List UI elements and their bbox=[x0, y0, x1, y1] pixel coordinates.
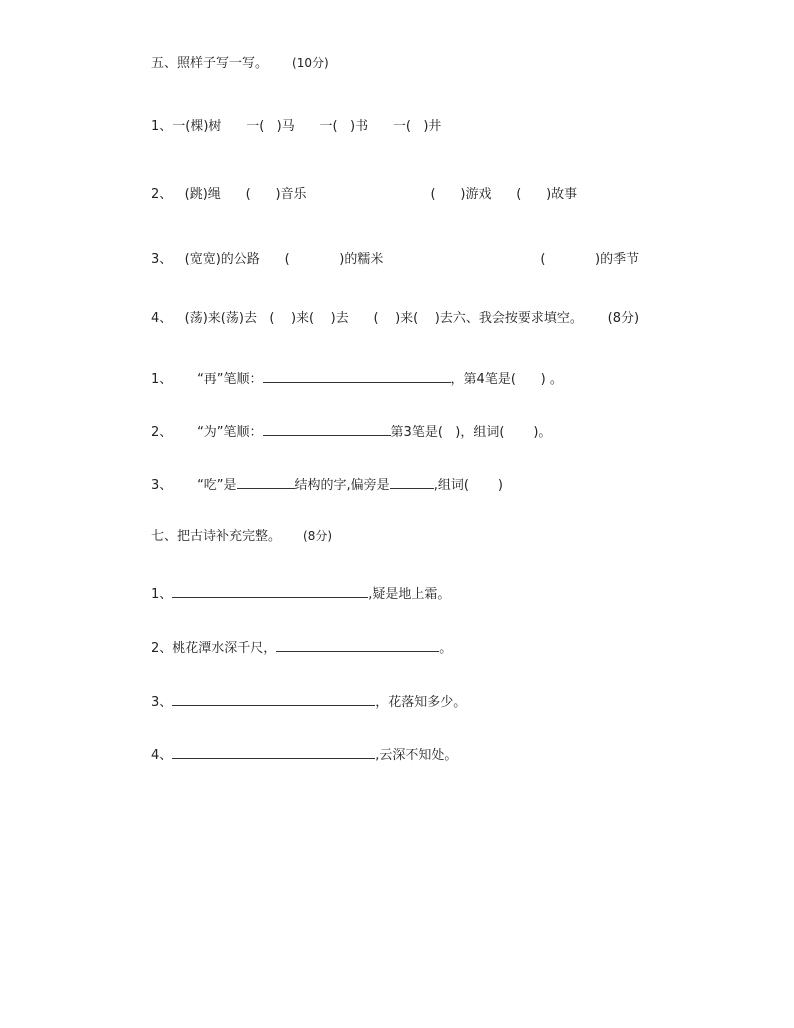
section7-item-1 bbox=[151, 585, 450, 603]
section7-item-4-prefix: 4、 bbox=[151, 748, 173, 763]
section5-heading: 五、照样子写一写。 bbox=[151, 56, 269, 71]
section5-item-4: 4、 (荡)来(荡)去 ( )来( )去 ( )来( )去六、我会按要求填空。 (8分) bbox=[151, 311, 640, 326]
answer-blank[interactable] bbox=[172, 693, 375, 706]
section6-item-2-suffix: 第3笔是( )，组词( )。 bbox=[390, 425, 552, 440]
section7-heading-line bbox=[151, 528, 332, 545]
section7-item-4-suffix: ,云深不知处。 bbox=[375, 748, 458, 763]
section5-item-1: 1、一(棵)树 一( )马 一( )书 一( )井 bbox=[151, 119, 442, 134]
section7-item-1-prefix: 1、 bbox=[151, 587, 173, 602]
section7-item-3-suffix: ，花落知多少。 bbox=[375, 695, 467, 710]
section7-heading: 七、把古诗补充完整。 bbox=[151, 529, 282, 544]
section5-item-2: 2、 (跳)绳 ( )音乐 ( )游戏 ( )故事 bbox=[151, 187, 578, 202]
section6-item-1-suffix: ，第4笔是( ) 。 bbox=[450, 372, 563, 387]
section6-item-1 bbox=[151, 370, 563, 388]
section6-item-1-prefix: 1、 “再”笔顺： bbox=[151, 372, 263, 387]
answer-blank[interactable] bbox=[390, 476, 434, 489]
section6-item-3 bbox=[151, 476, 503, 494]
section5-heading-line bbox=[151, 55, 329, 72]
section6-item-2 bbox=[151, 423, 551, 441]
section5-score: (10分) bbox=[292, 56, 329, 70]
answer-blank[interactable] bbox=[263, 423, 391, 436]
section5-item-3: 3、 (宽宽)的公路 ( )的糯米 ( )的季节 bbox=[151, 252, 640, 267]
section6-item-3-mid: 结构的字,偏旁是 bbox=[294, 478, 390, 493]
answer-blank[interactable] bbox=[237, 476, 295, 489]
section6-item-3-suffix: ,组词( ) bbox=[433, 478, 503, 493]
answer-blank[interactable] bbox=[172, 746, 375, 759]
answer-blank[interactable] bbox=[276, 639, 439, 652]
section7-item-4 bbox=[151, 746, 457, 764]
section7-item-3-prefix: 3、 bbox=[151, 695, 173, 710]
answer-blank[interactable] bbox=[172, 585, 368, 598]
section6-item-2-prefix: 2、 “为”笔顺： bbox=[151, 425, 263, 440]
answer-blank[interactable] bbox=[263, 370, 451, 383]
section7-item-2 bbox=[151, 639, 452, 657]
section7-item-2-prefix: 2、桃花潭水深千尺， bbox=[151, 641, 277, 656]
section6-item-3-prefix: 3、 “吃”是 bbox=[151, 478, 237, 493]
section7-score: (8分) bbox=[303, 529, 333, 543]
section7-item-3 bbox=[151, 693, 466, 711]
section7-item-1-suffix: ,疑是地上霜。 bbox=[368, 587, 451, 602]
section7-item-2-suffix: 。 bbox=[439, 641, 453, 656]
